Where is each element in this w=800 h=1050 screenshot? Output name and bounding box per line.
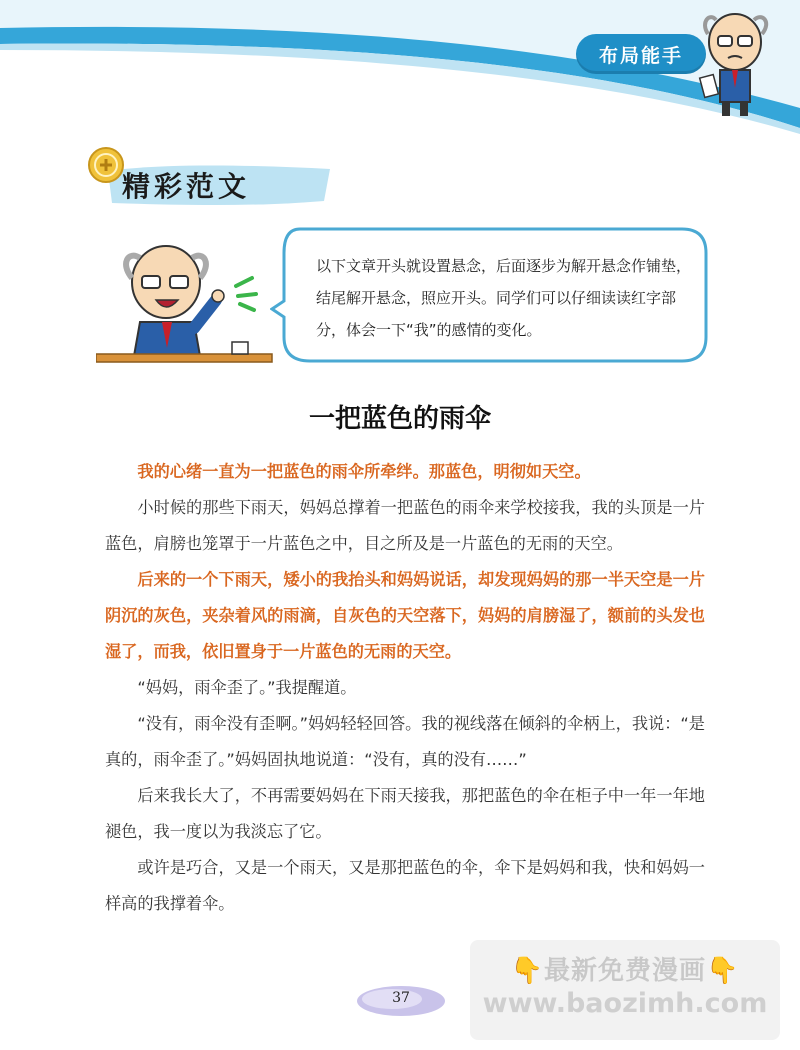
section-title: 精彩范文 bbox=[122, 170, 251, 203]
highlighted-paragraph: 我的心绪一直为一把蓝色的雨伞所牵绊。那蓝色，明彻如天空。 bbox=[137, 462, 591, 481]
corner-tag: 布局能手 bbox=[576, 34, 706, 74]
highlighted-paragraph: 后来的一个下雨天，矮小的我抬头和妈妈说话，却发现妈妈的那一半天空是一片阴沉的灰色，夹杂着风的雨滴，自灰色的天空落下，妈妈的肩膀湿了，额前的头发也湿了，而我，依旧置身于一片蓝色的无雨的天空。 bbox=[105, 570, 705, 661]
page-number: 37 bbox=[392, 990, 410, 1006]
paragraph: 小时候的那些下雨天，妈妈总撑着一把蓝色的雨伞来学校接我，我的头顶是一片蓝色，肩膀也笼罩于一片蓝色之中，目之所及是一片蓝色的无雨的天空。 bbox=[105, 498, 705, 553]
paragraph: “妈妈，雨伞歪了。”我提醒道。 bbox=[137, 678, 357, 697]
teacher-mascot-icon bbox=[690, 4, 780, 119]
watermark-line1: 👇最新免费漫画👇 bbox=[510, 956, 740, 986]
exclamation-marks-icon bbox=[236, 278, 256, 310]
pointing-down-icon: 👇 bbox=[510, 956, 544, 986]
coin-icon bbox=[86, 145, 126, 185]
paragraph: 或许是巧合，又是一个雨天，又是那把蓝色的伞，伞下是妈妈和我，快和妈妈一样高的我撑着伞。 bbox=[105, 858, 705, 913]
pointing-down-icon: 👇 bbox=[706, 956, 740, 986]
article-body bbox=[105, 454, 705, 922]
watermark bbox=[470, 940, 780, 1040]
speech-text: 以下文章开头就设置悬念，后面逐步为解开悬念作铺垫，结尾解开悬念，照应开头。同学们可以仔细读读红字部分，体会一下“我”的感情的变化。 bbox=[316, 257, 692, 339]
section-heading bbox=[86, 145, 406, 211]
teacher-illustration bbox=[96, 238, 276, 368]
watermark-line2: www.baozimh.com bbox=[482, 988, 768, 1019]
article-title: 一把蓝色的雨伞 bbox=[308, 404, 491, 434]
paragraph: “没有，雨伞没有歪啊。”妈妈轻轻回答。我的视线落在倾斜的伞柄上，我说：“是真的，雨伞歪了。”妈妈固执地说道：“没有，真的没有……” bbox=[105, 714, 705, 769]
paragraph: 后来我长大了，不再需要妈妈在下雨天接我，那把蓝色的伞在柜子中一年一年地褪色，我一度以为我淡忘了它。 bbox=[105, 786, 705, 841]
